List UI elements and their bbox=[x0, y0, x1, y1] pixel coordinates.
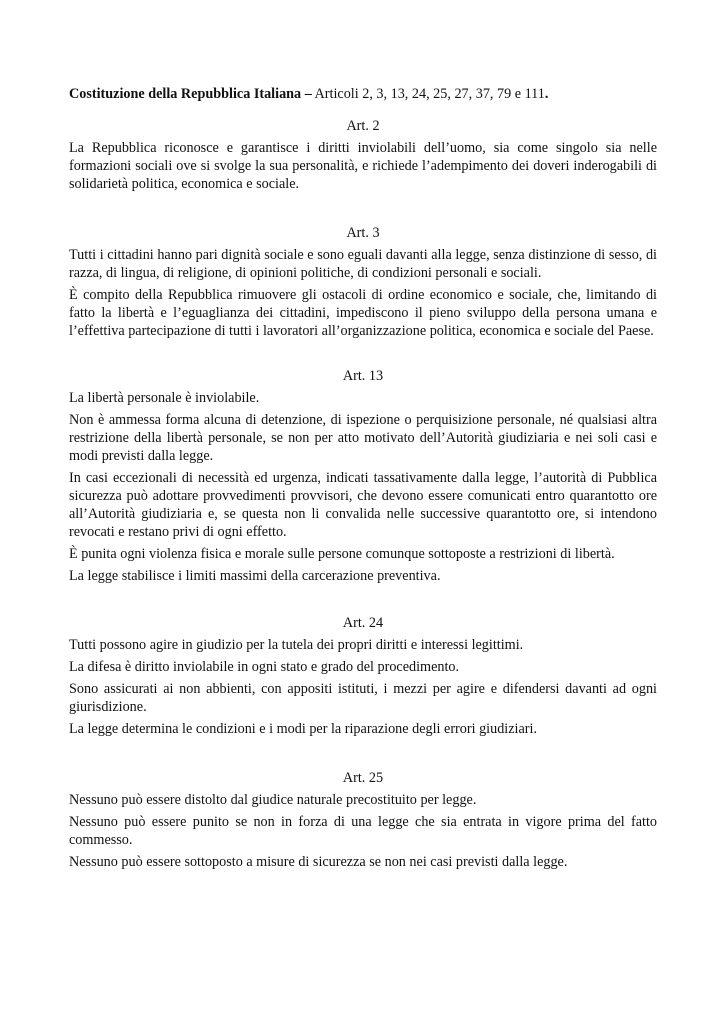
article-heading: Art. 2 bbox=[346, 118, 380, 134]
article-paragraph: La legge determina le condizioni e i modi per la riparazione degli errori giudiziari. bbox=[69, 721, 537, 737]
article-heading: Art. 25 bbox=[342, 770, 384, 786]
article-paragraph: È compito della Repubblica rimuovere gli ostacoli di ordine economico e sociale, che, limitando di fatto la libertà e l’eguaglianza dei cittadini, impediscono il pieno sviluppo della persona umana e l’effettiva partecipazione di tutti i lavoratori all’organizzazione politica, economica e sociale del Paese. bbox=[69, 287, 657, 339]
title-bold-part: Costituzione della Repubblica Italiana – bbox=[69, 86, 312, 102]
article-paragraph: Nessuno può essere distolto dal giudice naturale precostituito per legge. bbox=[69, 792, 477, 808]
article-paragraph: La Repubblica riconosce e garantisce i diritti inviolabili dell’uomo, sia come singolo sia nelle formazioni sociali ove si svolge la sua personalità, e richiede l’adempimento dei doveri inderogabili di solidarietà politica, economica e sociale. bbox=[69, 140, 657, 192]
article-heading: Art. 3 bbox=[346, 225, 380, 241]
article-paragraph: Sono assicurati ai non abbienti, con appositi istituti, i mezzi per agire e difendersi davanti ad ogni giurisdizione. bbox=[69, 681, 657, 715]
article-2 bbox=[69, 117, 657, 193]
article-paragraph: È punita ogni violenza fisica e morale sulle persone comunque sottoposte a restrizioni di libertà. bbox=[69, 546, 615, 562]
article-13 bbox=[69, 367, 657, 585]
article-paragraph: La libertà personale è inviolabile. bbox=[69, 390, 260, 406]
document-title bbox=[69, 85, 657, 103]
article-24 bbox=[69, 614, 657, 738]
article-paragraph: Nessuno può essere punito se non in forza di una legge che sia entrata in vigore prima del fatto commesso. bbox=[69, 814, 657, 848]
article-paragraph: Nessuno può essere sottoposto a misure di sicurezza se non nei casi previsti dalla legge. bbox=[69, 854, 568, 870]
article-spacer bbox=[69, 344, 657, 367]
article-spacer bbox=[69, 197, 657, 224]
title-end-mark: . bbox=[544, 86, 549, 102]
article-heading: Art. 13 bbox=[342, 368, 384, 384]
document-page bbox=[69, 85, 657, 875]
article-paragraph: Non è ammessa forma alcuna di detenzione, di ispezione o perquisizione personale, né qualsiasi altra restrizione della libertà personale, se non per atto motivato dell’Autorità giudiziaria e nei soli casi e modi previsti dalla legge. bbox=[69, 412, 657, 464]
article-paragraph: Tutti i cittadini hanno pari dignità sociale e sono eguali davanti alla legge, senza distinzione di sesso, di razza, di lingua, di religione, di opinioni politiche, di condizioni personali e sociali. bbox=[69, 247, 657, 281]
article-paragraph: In casi eccezionali di necessità ed urgenza, indicati tassativamente dalla legge, l’autorità di Pubblica sicurezza può adottare provvedimenti provvisori, che devono essere comunicati entro quarantotto ore all’Autorità giudiziaria e, se questa non li convalida nelle successive quarantotto ore, si intendono revocati e restano privi di ogni effetto. bbox=[69, 470, 657, 540]
article-heading: Art. 24 bbox=[342, 615, 384, 631]
article-paragraph: La difesa è diritto inviolabile in ogni stato e grado del procedimento. bbox=[69, 659, 460, 675]
article-paragraph: La legge stabilisce i limiti massimi della carcerazione preventiva. bbox=[69, 568, 441, 584]
title-normal-part: Articoli 2, 3, 13, 24, 25, 27, 37, 79 e 111 bbox=[311, 86, 545, 102]
article-spacer bbox=[69, 589, 657, 614]
article-25 bbox=[69, 769, 657, 871]
article-spacer bbox=[69, 742, 657, 769]
article-3 bbox=[69, 224, 657, 340]
article-paragraph: Tutti possono agire in giudizio per la tutela dei propri diritti e interessi legittimi. bbox=[69, 637, 524, 653]
